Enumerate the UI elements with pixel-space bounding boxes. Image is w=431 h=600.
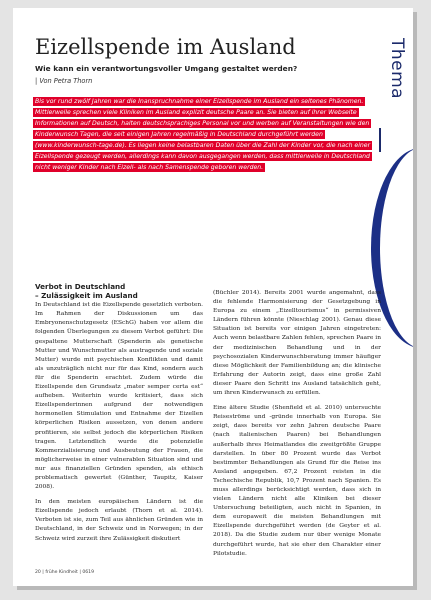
right-paragraph-1: (Büchler 2014). Bereits 2001 wurde angemahnt, dass die fehlende Harmonisierung der Gesetzgebung in Europa zu einem „Eizelltourismus“ in permissiven Ländern führen könnte (Nieschlag 2001). Genau diese Situation ist bereits vor einigen Jahren eingetreten: Auch wenn belastbare Zahlen fehlen, sprechen Paare in der medizinischen Behandlung und in der psychosozialen Kinderwunschberatung immer häufiger diese Möglichkeit der Familienbildung an; die klinische Erfahrung der Autorin zeigt, dass eine große Zahl dieser Paare den Schritt ins Ausland tatsächlich geht, um ihren Kinderwunsch zu erfüllen. [213,290,381,397]
article-abstract [33,96,375,173]
section-heading-line-1: Verbot in Deutschland [35,282,126,291]
right-column [213,289,381,565]
article-title: Eizellspende im Ausland [35,35,296,59]
section-label [381,38,411,148]
left-paragraph-2: In den meisten europäischen Ländern ist die Eizellspende jedoch erlaubt (Thorn et al. 2014). Verboten ist sie, zum Teil aus ähnlichen Gründen wie in Deutschland, in der Schweiz und in Norwegen; in der Schweiz wird zurzeit ihre Zulässigkeit diskutiert [35,499,203,542]
article-author: | Von Petra Thorn [35,77,93,85]
right-paragraph-2: Eine ältere Studie (Shenfield et al. 2010) untersuchte Reiseströme und -gründe innerhalb von Europa. Sie zeigt, dass bereits vor zehn Jahren deutsche Paare (nach italienischen Paaren) bei Behandlungen außerhalb ihres Heimatlandes die zweitgrößte Gruppe darstellen. In über 80 Prozent wurde das Verbot bestimmter Behandlungen als Grund für die Reise ins Ausland angegeben. 67,2 Prozent reisten in die Tschechische Republik, 10,7 Prozent nach Spanien. Es muss allerdings berücksichtigt werden, dass sich in vielen Ländern nicht alle Kliniken bei dieser Untersuchung beteiligten, auch nicht in Spanien, in dem europaweit die meisten Behandlungen mit Eizellspende durchgeführt werden (de Geyter et al. 2018). Da die Studie zudem nur über wenige Monate durchgeführt wurde, hat sie eher den Charakter einer Pilotstudie. [213,405,381,557]
article-subtitle: Wie kann ein verantwortungsvoller Umgang gestaltet werden? [35,64,298,73]
left-paragraph-1: In Deutschland ist die Eizellspende gesetzlich verboten. Im Rahmen der Diskussionen um das Embryonenschutzgesetz (ESchG) haben vor allem die folgenden Überlegungen zu diesem Verbot geführt: Die gespaltene Mutterschaft (Spenderin als genetische Mutter und Wunschmutter als austragende und soziale Mutter) wurde mit psychischen Konflikten und damit als unzuträglich nicht nur für das Kind, sondern auch für die Spenderin erachtet. Zudem würde die Eizellspende den Grundsatz „mater semper certa est“ aufheben. Weiterhin wurde kritisiert, dass sich Eizellspenderinnen aufgrund der notwendigen hormonellen Stimulation und Entnahme der Eizellen körperlichen Risiken aussetzen, von denen andere profitieren, sie selbst jedoch die körperlichen Risiken tragen. Letztendlich wurde die potenzielle Kommerzialisierung und Ausbeutung der Frauen, die möglicherweise in einer vulnerablen Situation sind und nur aus finanziellen Gründen spenden, als ethisch problematisch gewertet (Günther, Taupitz, Kaiser 2008). [35,302,203,491]
magazine-page [13,8,413,586]
section-heading [35,283,203,300]
page-footer: 20 | frühe Kindheit | 0619 [35,570,95,575]
section-label-text: Thema [387,38,407,100]
section-heading-line-2: – Zulässigkeit im Ausland [35,290,138,300]
abstract-highlight-text: Bis vor rund zwölf Jahren war die Inanspruchnahme einer Eizellspende im Ausland ein seltenes Phänomen. Mittlerweile sprechen viele Kliniken im Ausland explizit deutsche Paare an. Sie bieten auf ihrer Webseite Informationen auf Deutsch, halten deutschsprachiges Personal vor und werben auf Veranstaltungen wie den Kinderwunsch Tagen, die seit einigen Jahren regelmäßig in Deutschland durchgeführt werden (www.kinderwunsch-tage.de). Es liegen keine belastbaren Daten über die Zahl der Kinder vor, die nach einer Eizellspende gezeugt werden, allerdings kann davon ausgegangen werden, dass mittlerweile in Deutschland nicht weniger Kinder nach Eizell- als nach Samenspende geboren werden. [35,98,371,172]
left-column [35,283,203,550]
